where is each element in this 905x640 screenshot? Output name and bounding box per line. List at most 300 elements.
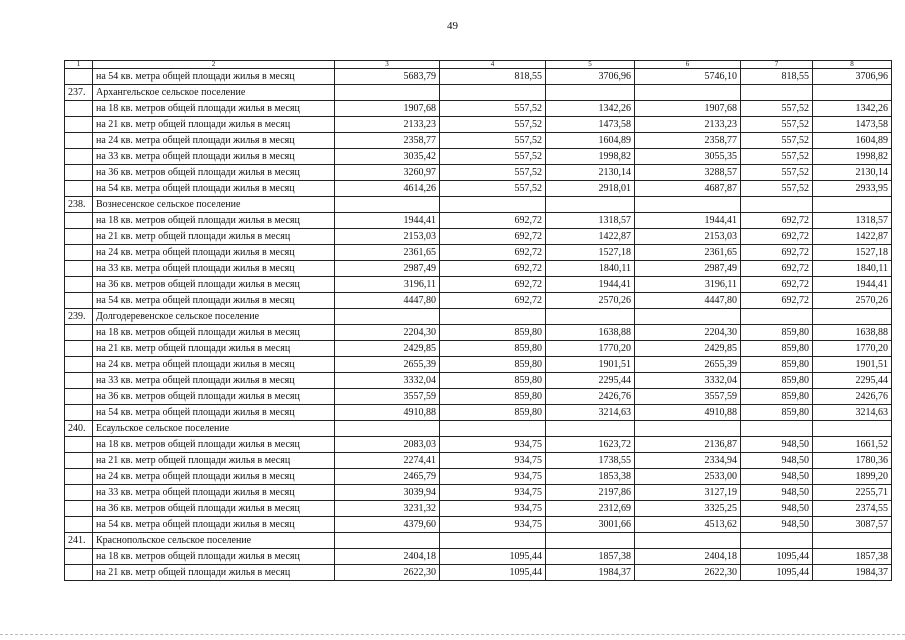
table-row — [65, 325, 892, 341]
value-cell: 1604,89 — [546, 133, 635, 149]
value-cell: 1623,72 — [546, 437, 635, 453]
row-number — [65, 469, 93, 485]
row-number: 239. — [65, 309, 93, 325]
value-cell: 2933,95 — [813, 181, 892, 197]
value-cell: 4910,88 — [635, 405, 741, 421]
table-row — [65, 101, 892, 117]
value-cell: 818,55 — [440, 69, 546, 85]
table-row — [65, 405, 892, 421]
value-cell: 557,52 — [440, 101, 546, 117]
value-cell: 1638,88 — [813, 325, 892, 341]
value-cell: 3214,63 — [813, 405, 892, 421]
empty-cell — [546, 85, 635, 101]
value-cell: 859,80 — [440, 373, 546, 389]
value-cell: 1770,20 — [813, 341, 892, 357]
value-cell: 3055,35 — [635, 149, 741, 165]
value-cell: 2622,30 — [335, 565, 440, 581]
empty-cell — [635, 85, 741, 101]
empty-cell — [741, 197, 813, 213]
value-cell: 2133,23 — [335, 117, 440, 133]
value-cell: 2334,94 — [635, 453, 741, 469]
value-cell: 1661,52 — [813, 437, 892, 453]
value-cell: 557,52 — [440, 117, 546, 133]
value-cell: 1527,18 — [813, 245, 892, 261]
table-body — [65, 61, 892, 581]
value-cell: 1857,38 — [813, 549, 892, 565]
value-cell: 859,80 — [440, 341, 546, 357]
table-row — [65, 437, 892, 453]
empty-cell — [741, 309, 813, 325]
table-row — [65, 133, 892, 149]
value-cell: 1473,58 — [546, 117, 635, 133]
table-row — [65, 501, 892, 517]
row-number — [65, 213, 93, 229]
row-number — [65, 181, 93, 197]
value-cell: 557,52 — [741, 165, 813, 181]
value-cell: 859,80 — [440, 389, 546, 405]
value-cell: 859,80 — [741, 389, 813, 405]
column-header-row — [65, 61, 892, 69]
value-cell: 692,72 — [440, 213, 546, 229]
value-cell: 934,75 — [440, 453, 546, 469]
value-cell: 1998,82 — [813, 149, 892, 165]
value-cell: 692,72 — [741, 293, 813, 309]
empty-cell — [335, 533, 440, 549]
value-cell: 818,55 — [741, 69, 813, 85]
value-cell: 2404,18 — [635, 549, 741, 565]
value-cell: 2361,65 — [335, 245, 440, 261]
empty-cell — [741, 421, 813, 437]
row-number — [65, 245, 93, 261]
table-row — [65, 149, 892, 165]
column-header: 6 — [635, 61, 741, 69]
row-number — [65, 133, 93, 149]
table-row — [65, 117, 892, 133]
value-cell: 2987,49 — [635, 261, 741, 277]
row-description: на 54 кв. метра общей площади жилья в месяц — [93, 293, 335, 309]
empty-cell — [440, 197, 546, 213]
value-cell: 1318,57 — [813, 213, 892, 229]
column-header: 5 — [546, 61, 635, 69]
value-cell: 1944,41 — [635, 213, 741, 229]
empty-cell — [335, 197, 440, 213]
row-number: 241. — [65, 533, 93, 549]
table-row — [65, 213, 892, 229]
tariff-table — [64, 60, 892, 581]
row-description: на 33 кв. метра общей площади жилья в месяц — [93, 149, 335, 165]
value-cell: 4513,62 — [635, 517, 741, 533]
row-description: на 18 кв. метров общей площади жилья в месяц — [93, 101, 335, 117]
empty-cell — [741, 85, 813, 101]
page-number: 49 — [447, 20, 458, 32]
row-description: на 36 кв. метров общей площади жилья в месяц — [93, 501, 335, 517]
value-cell: 557,52 — [741, 133, 813, 149]
value-cell: 859,80 — [741, 325, 813, 341]
row-number — [65, 357, 93, 373]
row-description: на 36 кв. метров общей площади жилья в месяц — [93, 277, 335, 293]
section-row — [65, 85, 892, 101]
empty-cell — [335, 85, 440, 101]
value-cell: 948,50 — [741, 517, 813, 533]
table-row — [65, 389, 892, 405]
table-row — [65, 277, 892, 293]
value-cell: 859,80 — [741, 373, 813, 389]
table-row — [65, 261, 892, 277]
section-row — [65, 533, 892, 549]
empty-cell — [741, 533, 813, 549]
value-cell: 2404,18 — [335, 549, 440, 565]
value-cell: 692,72 — [440, 229, 546, 245]
empty-cell — [813, 85, 892, 101]
value-cell: 1857,38 — [546, 549, 635, 565]
value-cell: 859,80 — [440, 405, 546, 421]
value-cell: 1473,58 — [813, 117, 892, 133]
empty-cell — [335, 309, 440, 325]
table-row — [65, 453, 892, 469]
value-cell: 859,80 — [440, 325, 546, 341]
row-number — [65, 389, 93, 405]
value-cell: 1738,55 — [546, 453, 635, 469]
row-number — [65, 405, 93, 421]
value-cell: 1901,51 — [813, 357, 892, 373]
value-cell: 4687,87 — [635, 181, 741, 197]
row-description: на 33 кв. метра общей площади жилья в месяц — [93, 373, 335, 389]
section-title: Вознесенское сельское поселение — [93, 197, 335, 213]
table-row — [65, 165, 892, 181]
table-row — [65, 357, 892, 373]
section-title: Краснопольское сельское поселение — [93, 533, 335, 549]
column-header: 7 — [741, 61, 813, 69]
value-cell: 1907,68 — [335, 101, 440, 117]
row-description: на 18 кв. метров общей площади жилья в месяц — [93, 437, 335, 453]
value-cell: 934,75 — [440, 485, 546, 501]
value-cell: 557,52 — [741, 149, 813, 165]
value-cell: 3288,57 — [635, 165, 741, 181]
value-cell: 4447,80 — [335, 293, 440, 309]
column-header: 8 — [813, 61, 892, 69]
value-cell: 1840,11 — [813, 261, 892, 277]
value-cell: 1422,87 — [813, 229, 892, 245]
value-cell: 1095,44 — [741, 565, 813, 581]
value-cell: 692,72 — [440, 261, 546, 277]
value-cell: 3332,04 — [635, 373, 741, 389]
empty-cell — [440, 309, 546, 325]
value-cell: 557,52 — [741, 181, 813, 197]
value-cell: 859,80 — [741, 405, 813, 421]
row-number — [65, 517, 93, 533]
value-cell: 934,75 — [440, 469, 546, 485]
value-cell: 1638,88 — [546, 325, 635, 341]
empty-cell — [635, 309, 741, 325]
column-header: 4 — [440, 61, 546, 69]
row-number — [65, 549, 93, 565]
empty-cell — [635, 421, 741, 437]
value-cell: 1984,37 — [813, 565, 892, 581]
value-cell: 2197,86 — [546, 485, 635, 501]
table-row — [65, 293, 892, 309]
row-number — [65, 277, 93, 293]
row-description: на 36 кв. метров общей площади жилья в месяц — [93, 165, 335, 181]
value-cell: 2570,26 — [546, 293, 635, 309]
table-row — [65, 517, 892, 533]
row-description: на 18 кв. метров общей площади жилья в месяц — [93, 213, 335, 229]
row-description: на 54 кв. метра общей площади жилья в месяц — [93, 181, 335, 197]
row-description: на 36 кв. метров общей площади жилья в месяц — [93, 389, 335, 405]
value-cell: 948,50 — [741, 501, 813, 517]
row-number: 238. — [65, 197, 93, 213]
row-description: на 33 кв. метра общей площади жилья в месяц — [93, 261, 335, 277]
value-cell: 2533,00 — [635, 469, 741, 485]
row-number — [65, 165, 93, 181]
empty-cell — [440, 533, 546, 549]
row-description: на 21 кв. метр общей площади жилья в месяц — [93, 453, 335, 469]
value-cell: 1853,38 — [546, 469, 635, 485]
empty-cell — [546, 533, 635, 549]
value-cell: 1095,44 — [440, 565, 546, 581]
column-header: 1 — [65, 61, 93, 69]
value-cell: 557,52 — [440, 149, 546, 165]
value-cell: 557,52 — [440, 165, 546, 181]
row-description: на 21 кв. метр общей площади жилья в месяц — [93, 229, 335, 245]
value-cell: 948,50 — [741, 469, 813, 485]
row-description: на 21 кв. метр общей площади жилья в месяц — [93, 565, 335, 581]
scan-artifact-line — [0, 634, 905, 636]
empty-cell — [546, 421, 635, 437]
row-description: на 21 кв. метр общей площади жилья в месяц — [93, 117, 335, 133]
value-cell: 2204,30 — [335, 325, 440, 341]
section-row — [65, 421, 892, 437]
value-cell: 1770,20 — [546, 341, 635, 357]
row-number — [65, 293, 93, 309]
value-cell: 948,50 — [741, 485, 813, 501]
value-cell: 1780,36 — [813, 453, 892, 469]
empty-cell — [813, 533, 892, 549]
value-cell: 2130,14 — [813, 165, 892, 181]
value-cell: 692,72 — [440, 245, 546, 261]
value-cell: 2429,85 — [335, 341, 440, 357]
value-cell: 1318,57 — [546, 213, 635, 229]
value-cell: 2358,77 — [335, 133, 440, 149]
value-cell: 3325,25 — [635, 501, 741, 517]
value-cell: 934,75 — [440, 437, 546, 453]
value-cell: 3706,96 — [546, 69, 635, 85]
empty-cell — [635, 533, 741, 549]
value-cell: 1095,44 — [440, 549, 546, 565]
empty-cell — [546, 309, 635, 325]
row-number — [65, 565, 93, 581]
value-cell: 557,52 — [440, 133, 546, 149]
row-number — [65, 437, 93, 453]
value-cell: 4379,60 — [335, 517, 440, 533]
value-cell: 692,72 — [440, 277, 546, 293]
value-cell: 692,72 — [741, 261, 813, 277]
value-cell: 2133,23 — [635, 117, 741, 133]
value-cell: 2465,79 — [335, 469, 440, 485]
value-cell: 1095,44 — [741, 549, 813, 565]
empty-cell — [546, 197, 635, 213]
value-cell: 3039,94 — [335, 485, 440, 501]
column-header: 3 — [335, 61, 440, 69]
row-number: 237. — [65, 85, 93, 101]
section-title: Долгодеревенское сельское поселение — [93, 309, 335, 325]
value-cell: 692,72 — [741, 277, 813, 293]
row-number — [65, 485, 93, 501]
row-number — [65, 341, 93, 357]
value-cell: 557,52 — [440, 181, 546, 197]
value-cell: 3557,59 — [335, 389, 440, 405]
value-cell: 3087,57 — [813, 517, 892, 533]
table-row — [65, 69, 892, 85]
value-cell: 2426,76 — [813, 389, 892, 405]
column-header: 2 — [93, 61, 335, 69]
value-cell: 2312,69 — [546, 501, 635, 517]
row-description: на 21 кв. метр общей площади жилья в месяц — [93, 341, 335, 357]
row-number — [65, 101, 93, 117]
value-cell: 3706,96 — [813, 69, 892, 85]
row-number — [65, 261, 93, 277]
row-number — [65, 373, 93, 389]
row-number: 240. — [65, 421, 93, 437]
value-cell: 692,72 — [741, 245, 813, 261]
value-cell: 2374,55 — [813, 501, 892, 517]
value-cell: 1901,51 — [546, 357, 635, 373]
value-cell: 5746,10 — [635, 69, 741, 85]
table-row — [65, 469, 892, 485]
value-cell: 2426,76 — [546, 389, 635, 405]
value-cell: 2083,03 — [335, 437, 440, 453]
value-cell: 4910,88 — [335, 405, 440, 421]
row-description: на 54 кв. метра общей площади жилья в месяц — [93, 69, 335, 85]
value-cell: 2570,26 — [813, 293, 892, 309]
value-cell: 1604,89 — [813, 133, 892, 149]
value-cell: 2295,44 — [813, 373, 892, 389]
empty-cell — [813, 421, 892, 437]
value-cell: 1944,41 — [335, 213, 440, 229]
value-cell: 1984,37 — [546, 565, 635, 581]
value-cell: 2153,03 — [635, 229, 741, 245]
value-cell: 2361,65 — [635, 245, 741, 261]
row-number — [65, 69, 93, 85]
value-cell: 859,80 — [741, 357, 813, 373]
value-cell: 1840,11 — [546, 261, 635, 277]
value-cell: 934,75 — [440, 517, 546, 533]
value-cell: 2130,14 — [546, 165, 635, 181]
value-cell: 2918,01 — [546, 181, 635, 197]
value-cell: 3214,63 — [546, 405, 635, 421]
empty-cell — [635, 197, 741, 213]
value-cell: 692,72 — [440, 293, 546, 309]
value-cell: 1422,87 — [546, 229, 635, 245]
value-cell: 3231,32 — [335, 501, 440, 517]
value-cell: 4447,80 — [635, 293, 741, 309]
value-cell: 948,50 — [741, 437, 813, 453]
value-cell: 2295,44 — [546, 373, 635, 389]
value-cell: 2987,49 — [335, 261, 440, 277]
value-cell: 3001,66 — [546, 517, 635, 533]
row-description: на 54 кв. метра общей площади жилья в месяц — [93, 405, 335, 421]
value-cell: 557,52 — [741, 101, 813, 117]
value-cell: 692,72 — [741, 229, 813, 245]
section-title: Есаульское сельское поселение — [93, 421, 335, 437]
table-row — [65, 245, 892, 261]
value-cell: 3260,97 — [335, 165, 440, 181]
value-cell: 1899,20 — [813, 469, 892, 485]
value-cell: 1527,18 — [546, 245, 635, 261]
value-cell: 1907,68 — [635, 101, 741, 117]
value-cell: 2655,39 — [635, 357, 741, 373]
value-cell: 1944,41 — [546, 277, 635, 293]
value-cell: 3035,42 — [335, 149, 440, 165]
value-cell: 1342,26 — [813, 101, 892, 117]
empty-cell — [813, 197, 892, 213]
table-row — [65, 181, 892, 197]
value-cell: 2655,39 — [335, 357, 440, 373]
row-number — [65, 229, 93, 245]
value-cell: 2358,77 — [635, 133, 741, 149]
value-cell: 2429,85 — [635, 341, 741, 357]
table-row — [65, 549, 892, 565]
section-row — [65, 309, 892, 325]
value-cell: 2136,87 — [635, 437, 741, 453]
value-cell: 692,72 — [741, 213, 813, 229]
table-row — [65, 229, 892, 245]
value-cell: 4614,26 — [335, 181, 440, 197]
value-cell: 3196,11 — [335, 277, 440, 293]
row-description: на 24 кв. метра общей площади жилья в месяц — [93, 133, 335, 149]
row-number — [65, 453, 93, 469]
table-row — [65, 485, 892, 501]
row-description: на 54 кв. метра общей площади жилья в месяц — [93, 517, 335, 533]
row-description: на 24 кв. метра общей площади жилья в месяц — [93, 357, 335, 373]
value-cell: 2255,71 — [813, 485, 892, 501]
empty-cell — [440, 421, 546, 437]
row-number — [65, 501, 93, 517]
table-row — [65, 341, 892, 357]
value-cell: 2204,30 — [635, 325, 741, 341]
value-cell: 1944,41 — [813, 277, 892, 293]
row-number — [65, 325, 93, 341]
row-description: на 24 кв. метра общей площади жилья в месяц — [93, 245, 335, 261]
value-cell: 3127,19 — [635, 485, 741, 501]
row-description: на 18 кв. метров общей площади жилья в месяц — [93, 325, 335, 341]
value-cell: 1998,82 — [546, 149, 635, 165]
row-number — [65, 149, 93, 165]
row-description: на 33 кв. метра общей площади жилья в месяц — [93, 485, 335, 501]
value-cell: 3332,04 — [335, 373, 440, 389]
value-cell: 859,80 — [440, 357, 546, 373]
value-cell: 2274,41 — [335, 453, 440, 469]
empty-cell — [440, 85, 546, 101]
value-cell: 859,80 — [741, 341, 813, 357]
value-cell: 3557,59 — [635, 389, 741, 405]
value-cell: 1342,26 — [546, 101, 635, 117]
empty-cell — [335, 421, 440, 437]
value-cell: 557,52 — [741, 117, 813, 133]
section-row — [65, 197, 892, 213]
table-row — [65, 565, 892, 581]
section-title: Архангельское сельское поселение — [93, 85, 335, 101]
row-description: на 18 кв. метров общей площади жилья в месяц — [93, 549, 335, 565]
value-cell: 3196,11 — [635, 277, 741, 293]
row-number — [65, 117, 93, 133]
value-cell: 5683,79 — [335, 69, 440, 85]
empty-cell — [813, 309, 892, 325]
value-cell: 948,50 — [741, 453, 813, 469]
value-cell: 2622,30 — [635, 565, 741, 581]
value-cell: 2153,03 — [335, 229, 440, 245]
value-cell: 934,75 — [440, 501, 546, 517]
table-row — [65, 373, 892, 389]
